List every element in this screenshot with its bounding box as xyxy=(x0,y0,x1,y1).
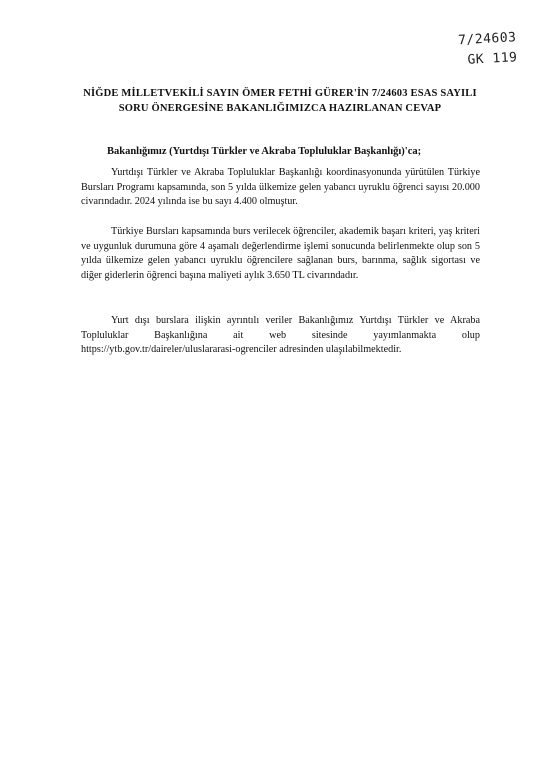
document-title-line-1: NİĞDE MİLLETVEKİLİ SAYIN ÖMER FETHİ GÜRER'İN 7/24603 ESAS SAYILI xyxy=(83,88,477,99)
handwritten-note-line-1: 7/24603 xyxy=(457,30,517,49)
handwritten-reference-note xyxy=(446,28,518,72)
section-heading: Bakanlığımız (Yurtdışı Türkler ve Akraba Topluluklar Başkanlığı)'ca; xyxy=(107,146,422,157)
document-title-line-2: SORU ÖNERGESİNE BAKANLIĞIMIZCA HAZIRLANAN CEVAP xyxy=(118,103,442,114)
handwritten-note-line-2: GK 119 xyxy=(467,50,518,68)
paragraph-2: Türkiye Bursları kapsamında burs verilecek öğrenciler, akademik başarı kriteri, yaş kriteri ve uygunluk durumuna göre 4 aşamalı değerlendirme işlemi sonucunda belirlenmekte olup son 5 yılda ülkemize gelen yabancı uyruklu öğrencilere sağlanan burs, barınma, sağlık sigortası ve diğer giderlerin öğrenci başına maliyeti aylık 3.650 TL civarındadır. xyxy=(81,226,480,281)
document-title xyxy=(80,86,480,116)
paragraph-3: Yurt dışı burslara ilişkin ayrıntılı veriler Bakanlığımız Yurtdışı Türkler ve Akraba Topluluklar Başkanlığına ait web sitesinde yayımlanmakta olup https://ytb.gov.tr/daireler/uluslararasi-ogrenciler adresinden ulaşılabilmektedir. xyxy=(81,315,480,356)
paragraph-1: Yurtdışı Türkler ve Akraba Topluluklar Başkanlığı koordinasyonunda yürütülen Türkiye Bursları Programı kapsamında, son 5 yılda ülkemize gelen yabancı uyruklu öğrenci sayısı 20.000 civarındadır. 2024 yılında ise bu sayı 4.400 olmuştur. xyxy=(81,167,480,208)
